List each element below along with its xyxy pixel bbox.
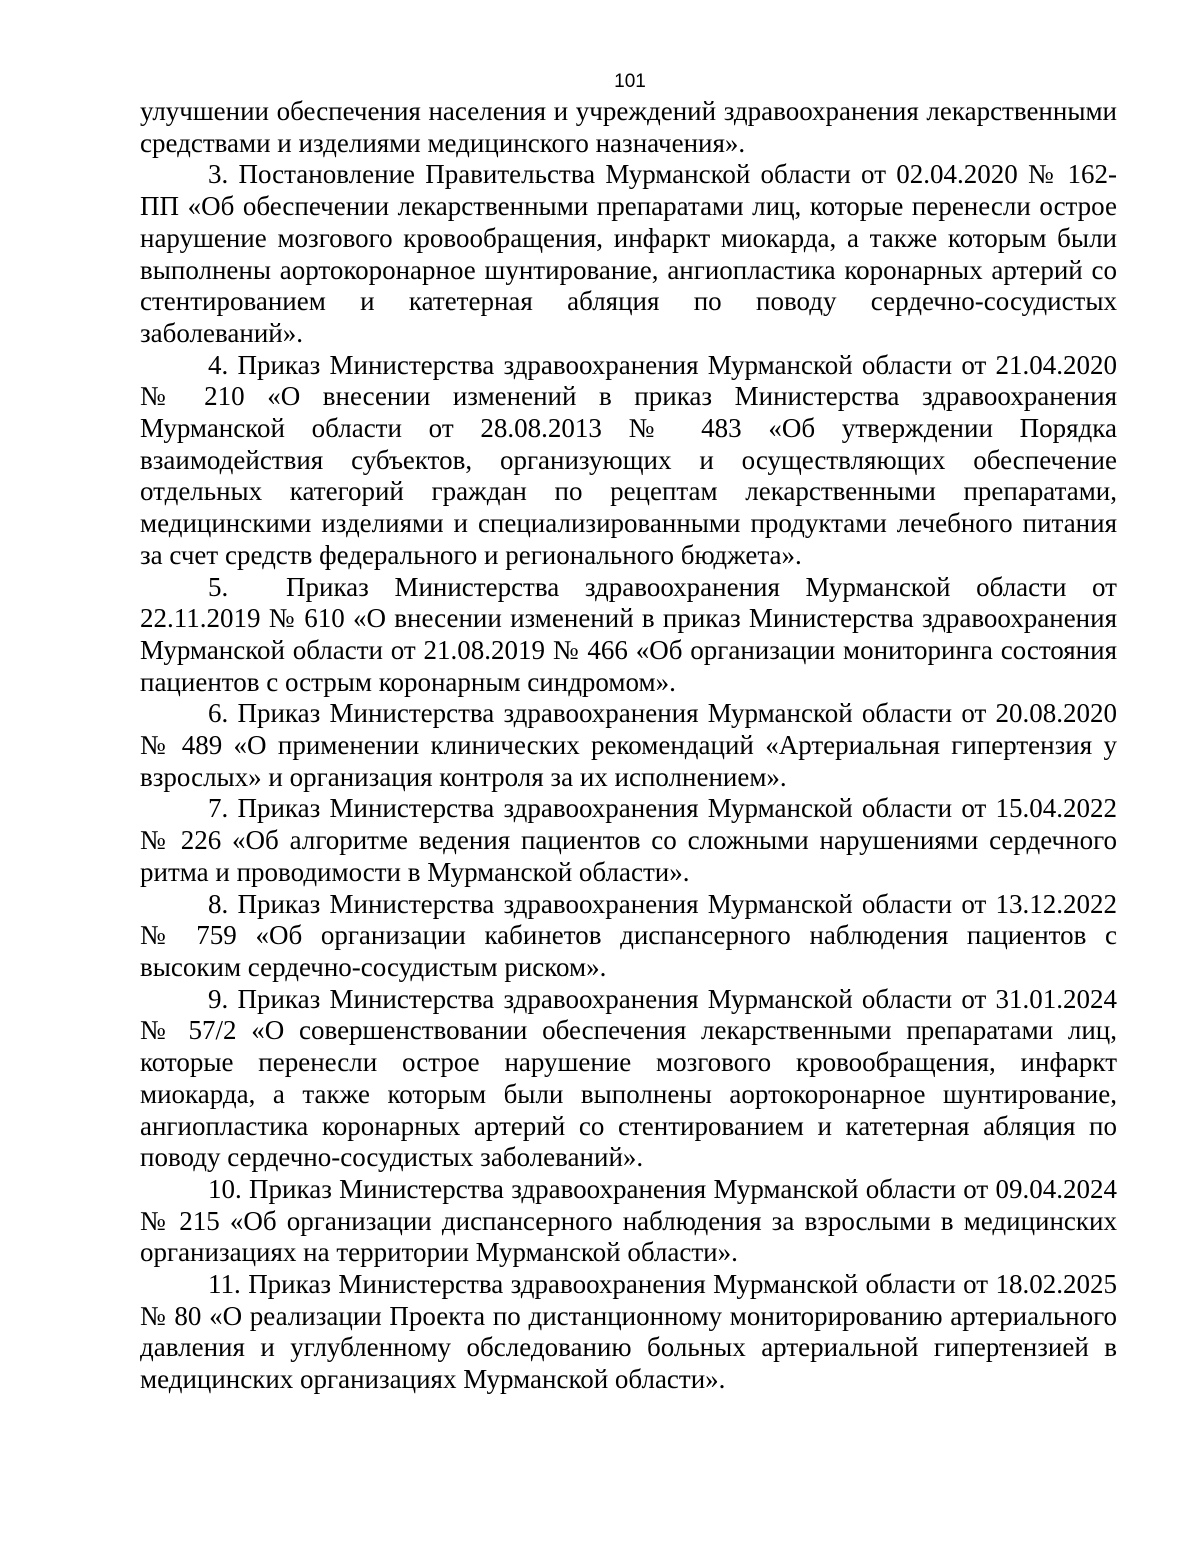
- list-item-number: 10.: [208, 1173, 242, 1204]
- list-item-9: [140, 984, 1117, 1174]
- list-item-5: [140, 572, 1117, 699]
- list-item-7: [140, 793, 1117, 888]
- paragraph-continuation: [140, 96, 1117, 159]
- list-item-number: 3.: [208, 159, 229, 190]
- list-item-text: Приказ Министерства здравоохранения Мурманской области от 15.04.2022 № 226 «Об алгоритме ведения пациентов со сложными нарушениями сердечного ритма и проводимости в Мурманской области».: [140, 793, 1117, 887]
- list-item-3: [140, 159, 1117, 349]
- list-item-text: Приказ Министерства здравоохранения Мурманской области от 22.11.2019 № 610 «О внесении изменений в приказ Министерства здравоохранения Мурманской области от 21.08.2019 № 466 «Об организации мониторинга состояния пациентов с острым коронарным синдромом».: [140, 571, 1117, 697]
- document-body: [140, 96, 1117, 1396]
- list-item-number: 4.: [208, 349, 229, 380]
- paragraph-text: улучшении обеспечения населения и учреждений здравоохранения лекарственными средствами и изделиями медицинского назначения».: [140, 96, 1117, 158]
- list-item-11: [140, 1269, 1117, 1396]
- list-item-number: 9.: [208, 983, 229, 1014]
- list-item-number: 5.: [208, 571, 229, 602]
- list-item-text: Приказ Министерства здравоохранения Мурманской области от 09.04.2024 № 215 «Об организации диспансерного наблюдения за взрослыми в медицинских организациях на территории Мурманской области».: [140, 1173, 1117, 1268]
- list-item-text: Приказ Министерства здравоохранения Мурманской области от 18.02.2025 № 80 «О реализации Проекта по дистанционному мониторированию артериального давления и углубленному обследованию больных артериальной гипертензией в медицинских организациях Мурманской области».: [140, 1269, 1117, 1395]
- list-item-text: Приказ Министерства здравоохранения Мурманской области от 20.08.2020 № 489 «О применении клинических рекомендаций «Артериальная гипертензия у взрослых» и организация контроля за их исполнением».: [140, 698, 1117, 792]
- list-item-text: Приказ Министерства здравоохранения Мурманской области от 31.01.2024 № 57/2 «О совершенствовании обеспечения лекарственными препаратами лиц, которые перенесли острое нарушение мозгового кровообращения, инфаркт миокарда, а также которым были выполнены аортокоронарное шунтирование, ангиопластика коронарных артерий со стентированием и катетерная абляция по поводу сердечно-сосудистых заболеваний».: [140, 983, 1117, 1173]
- list-item-4: [140, 350, 1117, 572]
- list-item-10: [140, 1174, 1117, 1269]
- list-item-text: Постановление Правительства Мурманской области от 02.04.2020 № 162-ПП «Об обеспечении лекарственными препаратами лиц, которые перенесли острое нарушение мозгового кровообращения, инфаркт миокарда, а также которым были выполнены аортокоронарное шунтирование, ангиопластика коронарных артерий со стентированием и катетерная абляция по поводу сердечно-сосудистых заболеваний».: [140, 159, 1117, 348]
- list-item-number: 11.: [208, 1269, 241, 1300]
- list-item-8: [140, 889, 1117, 984]
- list-item-6: [140, 698, 1117, 793]
- page-number: 101: [614, 71, 646, 92]
- list-item-number: 7.: [208, 793, 229, 824]
- list-item-number: 8.: [208, 888, 229, 919]
- list-item-text: Приказ Министерства здравоохранения Мурманской области от 13.12.2022 № 759 «Об организации кабинетов диспансерного наблюдения пациентов с высоким сердечно-сосудистым риском».: [140, 888, 1117, 982]
- list-item-number: 6.: [208, 698, 229, 729]
- list-item-text: Приказ Министерства здравоохранения Мурманской области от 21.04.2020 № 210 «О внесении изменений в приказ Министерства здравоохранения Мурманской области от 28.08.2013 № 483 «Об утверждении Порядка взаимодействия субъектов, организующих и осуществляющих обеспечение отдельных категорий граждан по рецептам лекарственными препаратами, медицинскими изделиями и специализированными продуктами лечебного питания за счет средств федерального и регионального бюджета».: [140, 349, 1117, 570]
